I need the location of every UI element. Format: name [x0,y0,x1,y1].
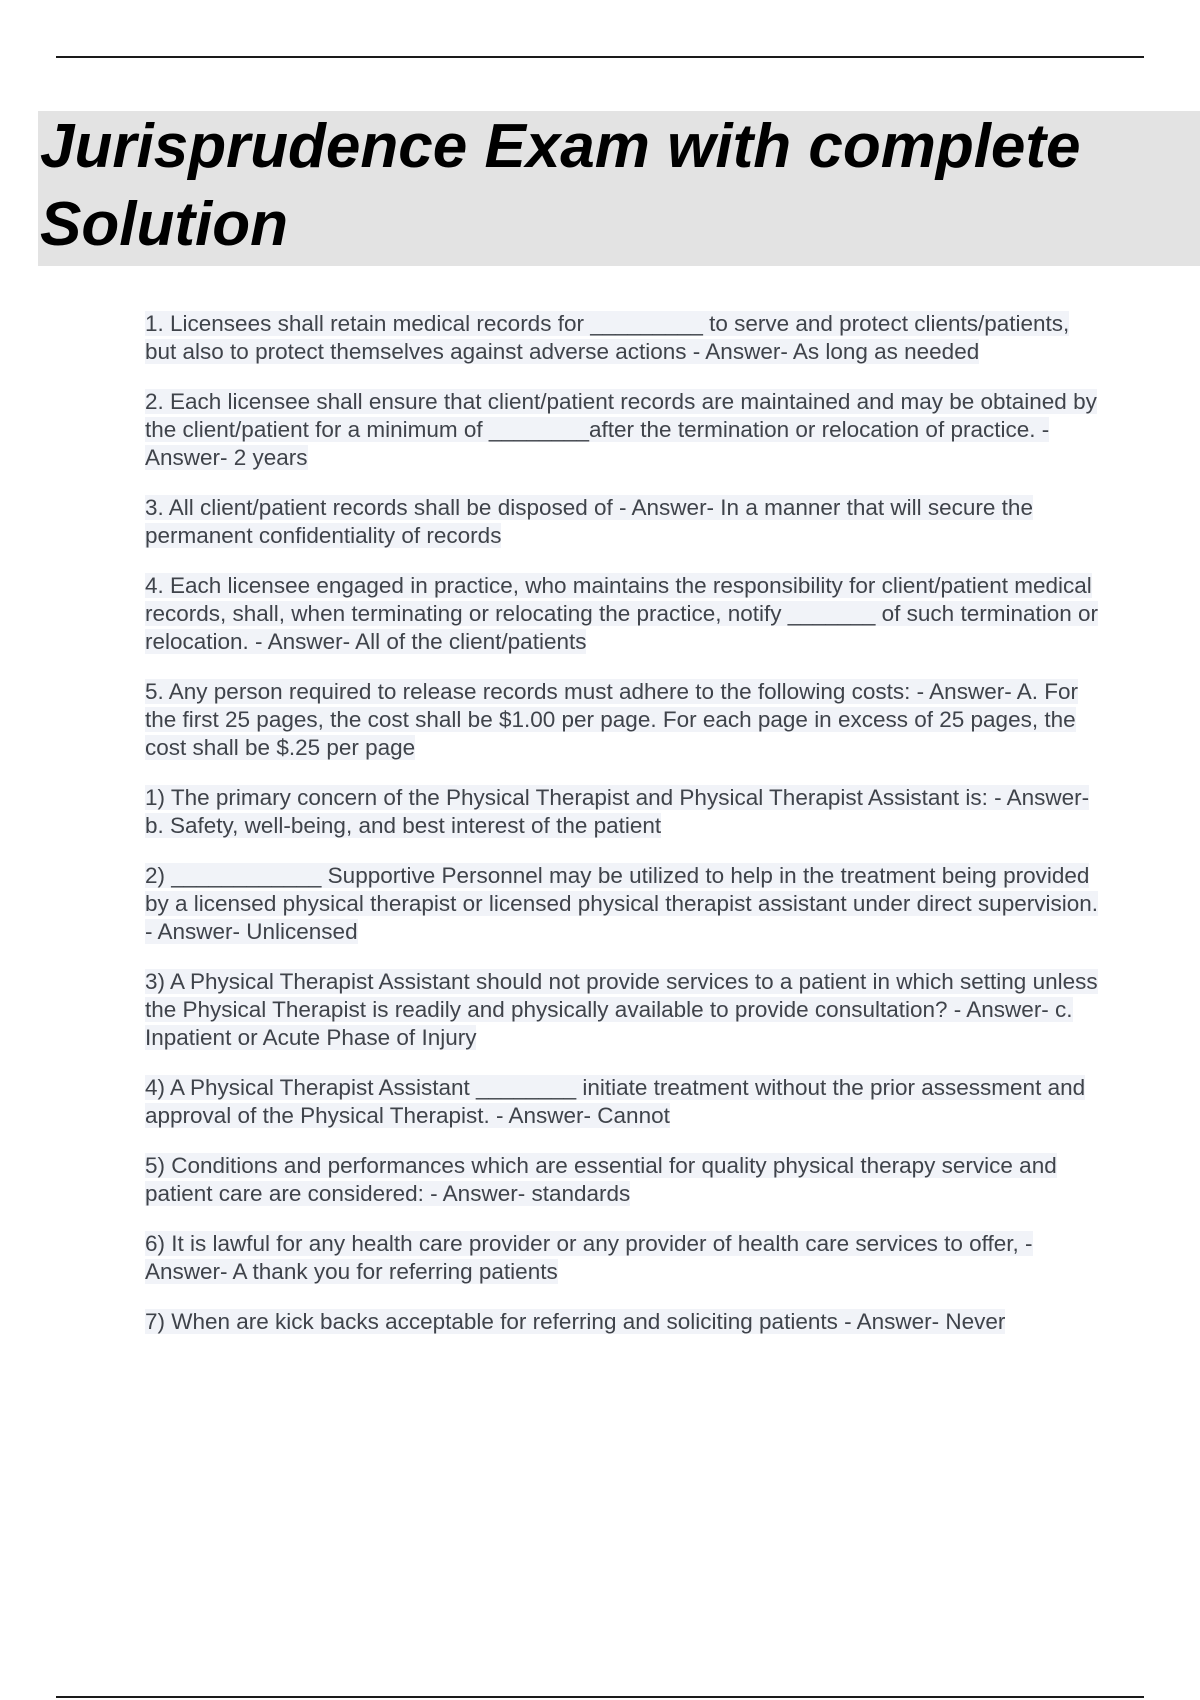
question-answer-list [145,310,1100,1358]
qa-item-text: 3. All client/patient records shall be disposed of - Answer- In a manner that will secure the permanent confidentiality of records [145,495,1033,548]
bottom-rule [56,1696,1144,1698]
qa-item-text: 4. Each licensee engaged in practice, who maintains the responsibility for client/patient medical records, shall, when terminating or relocating the practice, notify _______ of such termination or relocation. - Answer- All of the client/patients [145,573,1099,654]
qa-item [145,784,1100,840]
qa-item [145,862,1100,946]
qa-item-text: 4) A Physical Therapist Assistant ________ initiate treatment without the prior assessment and approval of the Physical Therapist. - Answer- Cannot [145,1075,1086,1128]
qa-item [145,968,1100,1052]
qa-item [145,1074,1100,1130]
qa-item [145,1230,1100,1286]
top-rule [56,56,1144,58]
qa-item [145,494,1100,550]
qa-item [145,1152,1100,1208]
qa-item [145,1308,1100,1336]
qa-item [145,388,1100,472]
qa-item-text: 5) Conditions and performances which are essential for quality physical therapy service and patient care are considered: - Answer- standards [145,1153,1057,1206]
qa-item [145,572,1100,656]
qa-item-text: 6) It is lawful for any health care provider or any provider of health care services to offer, - Answer- A thank you for referring patients [145,1231,1033,1284]
qa-item-text: 1) The primary concern of the Physical Therapist and Physical Therapist Assistant is: - Answer- b. Safety, well-being, and best interest of the patient [145,785,1090,838]
qa-item-text: 5. Any person required to release records must adhere to the following costs: - Answer- A. For the first 25 pages, the cost shall be $1.00 per page. For each page in excess of 25 pages, the cost shall be $.25 per page [145,679,1078,760]
qa-item-text: 1. Licensees shall retain medical records for _________ to serve and protect clients/patients, but also to protect themselves against adverse actions - Answer- As long as needed [145,311,1070,364]
document-title: Jurisprudence Exam with complete Solution [40,112,1081,259]
qa-item [145,310,1100,366]
qa-item [145,678,1100,762]
qa-item-text: 2) ____________ Supportive Personnel may be utilized to help in the treatment being provided by a licensed physical therapist or licensed physical therapist assistant under direct supervision. - Answer- Unlicensed [145,863,1098,944]
qa-item-text: 2. Each licensee shall ensure that client/patient records are maintained and may be obtained by the client/patient for a minimum of ________after the termination or relocation of practice. - Answer- 2 years [145,389,1097,470]
qa-item-text: 7) When are kick backs acceptable for referring and soliciting patients - Answer- Never [145,1309,1006,1334]
qa-item-text: 3) A Physical Therapist Assistant should not provide services to a patient in which setting unless the Physical Therapist is readily and physically available to provide consultation? - Answer- c. Inpatient or Acute Phase of Injury [145,969,1098,1050]
